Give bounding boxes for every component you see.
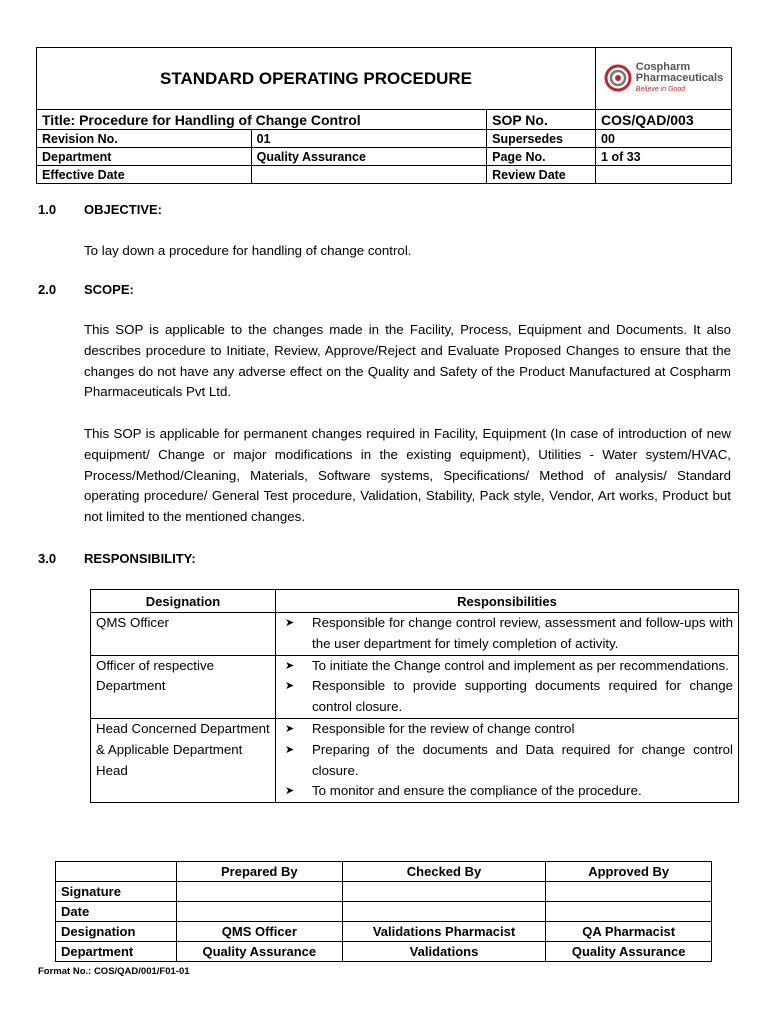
table-row	[56, 902, 712, 922]
table-row	[56, 942, 712, 962]
prepared-by-header: Prepared By	[177, 862, 343, 882]
arrowhead-bullet-icon: ➤	[285, 680, 295, 693]
signature-prepared-cell	[177, 882, 343, 902]
table-row	[56, 882, 712, 902]
sop-no-value: COS/QAD/003	[596, 110, 732, 130]
scope-paragraph-2: This SOP is applicable for permanent changes required in Facility, Equipment (In case of introduction of new equipment/ Change or major modifications in the existing equipment), Utilities - Water system/HVAC, Process/Method/Cleaning, Materials, Software systems, Specifications/ Method of analysis/ Standard operating procedure/ General Test procedure, Validation, Stability, Pack style, Vendor, Art works, Product but not limited to the mentioned changes.	[84, 426, 731, 525]
objective-title: OBJECTIVE:	[84, 202, 163, 217]
designation-approved-cell: QA Pharmacist	[546, 922, 712, 942]
effective-date-label: Effective Date	[37, 166, 252, 184]
list-item: ➤ Responsible for change control review, assessment and follow-ups with the user department for timely completion of activity.	[285, 615, 733, 651]
designation-column-header: Designation	[91, 590, 276, 613]
department-row-label: Department	[56, 942, 177, 962]
date-approved-cell	[546, 902, 712, 922]
table-row	[56, 922, 712, 942]
logo-name-line1: Cospharm	[635, 60, 691, 73]
date-prepared-cell	[177, 902, 343, 922]
page-no-label: Page No.	[487, 148, 596, 166]
sop-no-label: SOP No.	[487, 110, 596, 130]
responsibilities-cell	[276, 655, 739, 718]
page-no-value: 1 of 33	[596, 148, 732, 166]
list-item: ➤ To initiate the Change control and implement as per recommendations.	[281, 656, 733, 677]
date-row-label: Date	[56, 902, 177, 922]
logo-tagline: Believe in Good	[635, 85, 686, 93]
designation-cell: QMS Officer	[91, 613, 276, 656]
objective-text: To lay down a procedure for handling of change control.	[84, 243, 412, 258]
list-item: ➤ Preparing of the documents and Data required for change control closure.	[285, 741, 733, 778]
arrowhead-bullet-icon: ➤	[285, 659, 295, 672]
scope-number: 2.0	[38, 282, 57, 297]
responsibility-heading	[38, 551, 196, 566]
format-number: Format No.: COS/QAD/001/F01-01	[38, 966, 190, 977]
scope-paragraph-1: This SOP is applicable to the changes made in the Facility, Process, Equipment and Documents. It also describes procedure to Initiate, Review, Approve/Reject and Evaluate Proposed Changes to ensure that the changes do not have any adverse effect on the Quality and Safety of the Product Manufactured at Cospharm Pharmaceuticals Pvt Ltd.	[84, 322, 731, 400]
review-date-value	[596, 166, 732, 184]
scope-title: SCOPE:	[84, 282, 134, 297]
list-item: ➤ Responsible for the review of change control	[281, 719, 733, 740]
designation-prepared-cell: QMS Officer	[177, 922, 343, 942]
designation-cell: Head Concerned Department & Applicable Department Head	[91, 718, 276, 802]
sop-title: Title: Procedure for Handling of Change Control	[37, 110, 487, 130]
arrowhead-bullet-icon: ➤	[285, 743, 295, 756]
department-checked-cell: Validations	[342, 942, 546, 962]
company-logo	[596, 48, 732, 110]
approved-by-header: Approved By	[546, 862, 712, 882]
table-row	[91, 655, 739, 718]
arrowhead-bullet-icon: ➤	[285, 785, 295, 798]
responsibilities-cell	[276, 718, 739, 802]
responsibility-title: RESPONSIBILITY:	[84, 551, 196, 566]
responsibility-number: 3.0	[38, 551, 57, 566]
signoff-table	[55, 861, 712, 962]
designation-row-label: Designation	[56, 922, 177, 942]
cospharm-logo-icon	[604, 64, 632, 92]
revision-value: 01	[251, 130, 487, 148]
list-item: ➤ Responsible to provide supporting documents required for change control closure.	[285, 678, 733, 715]
logo-name-line2: Pharmaceuticals	[635, 71, 724, 84]
responsibilities-column-header: Responsibilities	[276, 590, 739, 613]
table-row	[91, 718, 739, 802]
objective-heading	[38, 202, 162, 217]
designation-cell: Officer of respective Department	[91, 655, 276, 718]
arrowhead-bullet-icon: ➤	[285, 617, 295, 629]
signoff-corner-cell	[56, 862, 177, 882]
department-label: Department	[37, 148, 252, 166]
responsibility-table	[90, 589, 739, 803]
revision-label: Revision No.	[37, 130, 252, 148]
department-approved-cell: Quality Assurance	[546, 942, 712, 962]
arrowhead-bullet-icon: ➤	[285, 722, 295, 735]
scope-heading	[38, 282, 134, 297]
document-type-title: STANDARD OPERATING PROCEDURE	[37, 48, 596, 110]
sop-header-table	[36, 47, 732, 184]
list-item: ➤ To monitor and ensure the compliance of the procedure.	[281, 781, 733, 802]
table-row	[91, 613, 739, 656]
responsibilities-cell	[276, 613, 739, 656]
department-value: Quality Assurance	[251, 148, 487, 166]
signature-row-label: Signature	[56, 882, 177, 902]
supersedes-label: Supersedes	[487, 130, 596, 148]
department-prepared-cell: Quality Assurance	[177, 942, 343, 962]
objective-number: 1.0	[38, 202, 57, 217]
checked-by-header: Checked By	[342, 862, 546, 882]
designation-checked-cell: Validations Pharmacist	[342, 922, 546, 942]
signature-checked-cell	[342, 882, 546, 902]
date-checked-cell	[342, 902, 546, 922]
supersedes-value: 00	[596, 130, 732, 148]
effective-date-value	[251, 166, 487, 184]
review-date-label: Review Date	[487, 166, 596, 184]
signature-approved-cell	[546, 882, 712, 902]
